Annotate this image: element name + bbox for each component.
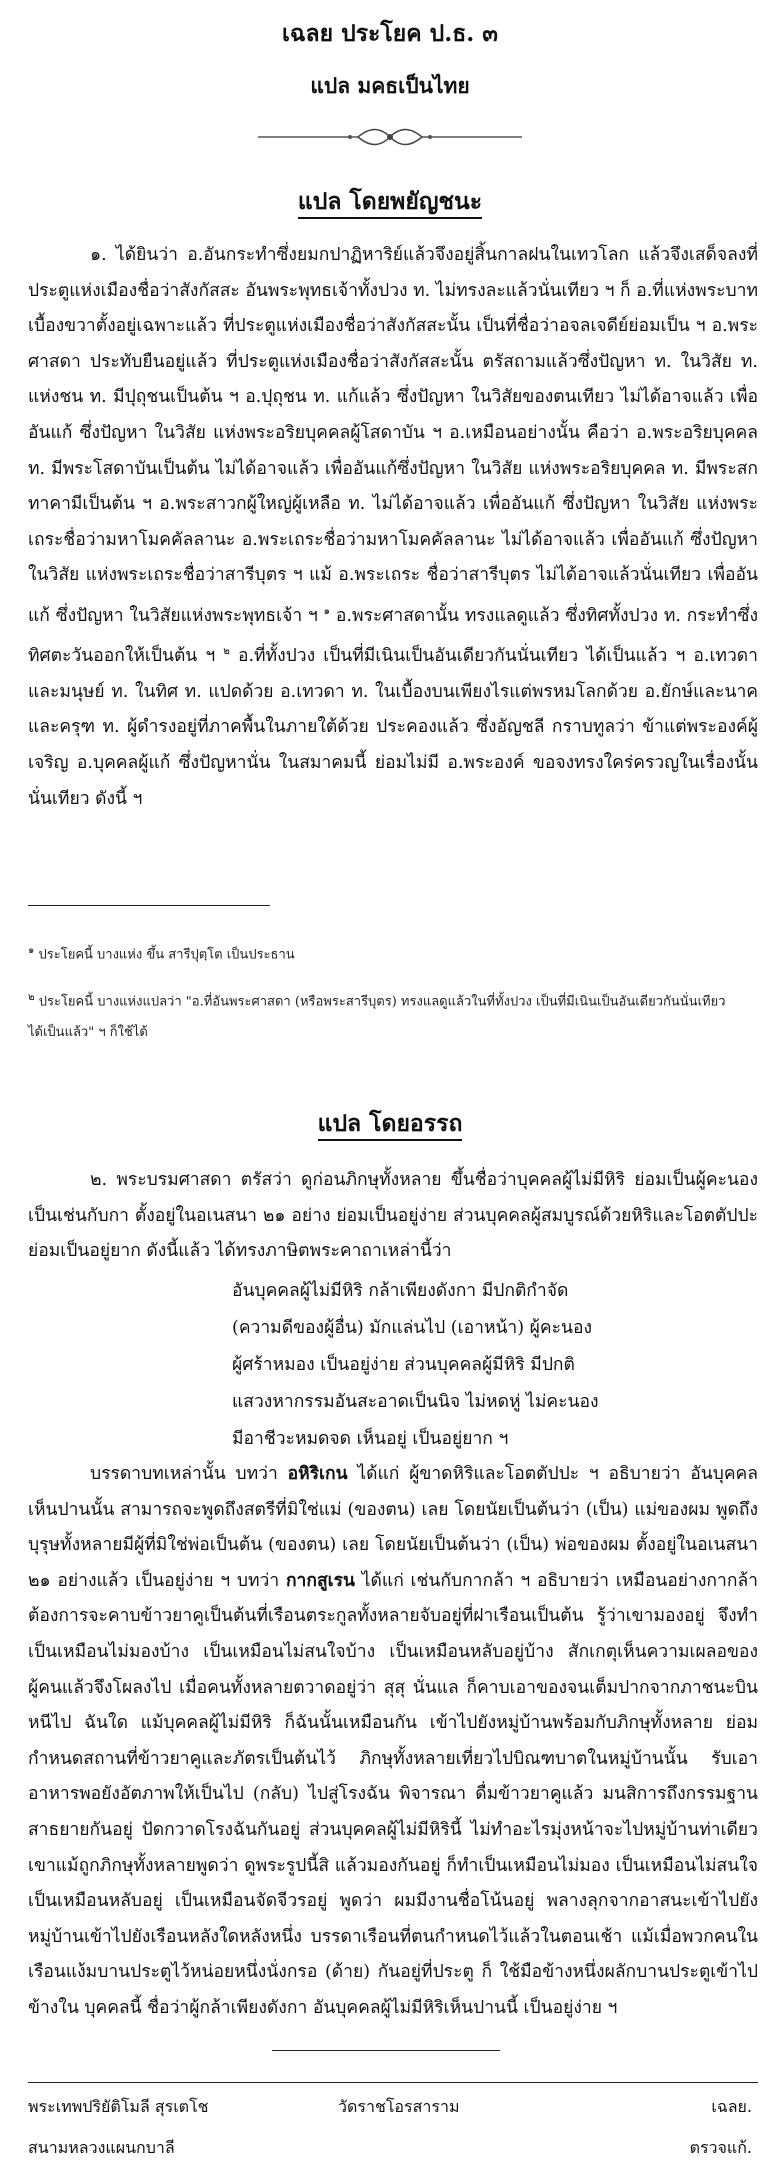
paragraph-text xyxy=(28,238,758,817)
footnote-1 xyxy=(28,938,758,967)
section-heading-text: แปล โดยอรรถ xyxy=(318,1110,463,1141)
paragraph-literal-translation xyxy=(28,238,758,838)
footnote-divider xyxy=(28,905,270,906)
paragraph-text xyxy=(28,1457,758,2027)
verse-line: ผู้ศร้าหมอง เป็นอยู่ง่าย ส่วนบุคคลผู้มีหิริ มีปกติ xyxy=(232,1355,575,1375)
footnote-marker: ๑ xyxy=(323,605,331,617)
paragraph-part: ได้แก่ เช่นกับกากล้า ฯ อธิบายว่า เหมือนอย่างกากล้าต้องการจะคาบข้าวยาคูเป็นต้นที่เรือนตระกูลทั้งหลายจับอยู่ที่ฝาเรือนเป็นต้น รู้ว่าเขามองอยู่ จึงทำเป็นเหมือนไม่มองบ้าง เป็นเหมือนไม่สนใจบ้าง เป็นเหมือนหลับอยู่บ้าง สักเกตุเห็นความเผลอของผู้คนแล้วจึงโผลงไป เมื่อคนทั้งหลายตวาดอยู่ว่า สุสุ นั่นแล ก็คาบเอาของจนเต็มปากจากภาชนะบินหนีไป ฉันใด แม้บุคคลผู้ไม่มีหิริ ก็ฉันนั้นเหมือนกัน เข้าไปยังหมู่บ้านพร้อมกับภิกษุทั้งหลาย ย่อมกำหนดสถานที่ข้าวยาคูและภัตรเป็นต้นไว้ ภิกษุทั้งหลายเที่ยวไปบิณฑบาตในหมู่บ้านนั้น รับเอาอาหารพอยังอัตภาพให้เป็นไป (กลับ) ไปสู่โรงฉัน พิจารณา ดื่มข้าวยาคูแล้ว มนสิการถึงกรรมฐานสาธยายกันอยู่ ปัดกวาดโรงฉันกันอยู่ ส่วนบุคคลผู้ไม่มีหิรินี้ ไม่ทำอะไรมุ่งหน้าจะไปหมู่บ้านท่าเดียว เขาแม้ถูกภิกษุทั้งหลายพูดว่า ดูพระรูปนี้สิ แล้วมองกันอยู่ ก็ทำเป็นเหมือนไม่มอง เป็นเหมือนไม่สนใจ เป็นเหมือนหลับอยู่ เป็นเหมือนจัดจีวรอยู่ พูดว่า ผมมีงานชื่อโน้นอยู่ พลางลุกจากอาสนะเข้าไปยังหมู่บ้านเข้าไปยังเรือนหลังใดหลังหนึ่ง บรรดาเรือนที่ตนกำหนดไว้แล้วในตอนเช้า แม้เมื่อพวกคนในเรือนแง้มบานประตูไว้หน่อยหนึ่งนั่งกรอ (ด้าย) กันอยู่ที่ประตู ก็ ใช้มือข้างหนึ่งผลักบานประตูเข้าไปข้างใน บุคคลนี้ ชื่อว่าผู้กล้าเพียงดังกา อันบุคคลผู้ไม่มีหิริเห็นปานนี้ เป็นอยู่ง่าย ฯ xyxy=(28,1570,758,2018)
footnote-marker: ๑ xyxy=(28,945,35,956)
verse-line: อันบุคคลผู้ไม่มีหิริ กล้าเพียงดังกา มีปกติกำจัด xyxy=(232,1281,569,1301)
footnote-2-continued: ได้เป็นแล้ว" ฯ ก็ใช้ได้ xyxy=(28,1025,148,1040)
footnote-marker: ๒ xyxy=(28,992,35,1003)
footer-author: พระเทพปริยัติโมลี สุรเตโช xyxy=(28,2097,209,2116)
section-heading-meaning xyxy=(0,1106,780,1142)
verse-line: (ความดีของผู้อื่น) มักแล่นไป (เอาหน้า) ผู้คะนอง xyxy=(232,1318,593,1338)
footnote-text: ประโยคนี้ บางแห่งแปลว่า "อ.ที่อันพระศาสดา (หรือพระสารีบุตร) ทรงแลดูแล้วในที่ทั้งปวง เป็นที่มีเนินเป็นอันเดียวกันนั่นเทียว xyxy=(38,994,726,1010)
footnote-text: ประโยคนี้ บางแห่ง ขึ้น สารีปุตฺโต เป็นประธาน xyxy=(38,947,295,963)
term-kakasurena: กากสูเรน xyxy=(285,1570,355,1591)
paragraph-part: บรรดาบทเหล่านั้น บทว่า xyxy=(90,1464,288,1484)
footer-office: สนามหลวงแผนกบาลี xyxy=(28,2138,175,2157)
verse-line: มีอาชีวะหมดจด เห็นอยู่ เป็นอยู่ยาก ฯ xyxy=(232,1429,509,1449)
paragraph-text: ๒. พระบรมศาสดา ตรัสว่า ดูก่อนภิกษุทั้งหลาย ขึ้นชื่อว่าบุคคลผู้ไม่มีหิริ ย่อมเป็นผู้คะนอง เป็นเช่นกับกา ตั้งอยู่ในอเนสนา ๒๑ อย่าง ย่อมเป็นอยู่ง่าย ส่วนบุคคลผู้สมบูรณ์ด้วยหิริและโอตตัปปะ ย่อมเป็นอยู่ยาก ดังนี้แล้ว ได้ทรงภาษิตพระคาถาเหล่านี้ว่า xyxy=(28,1170,758,1262)
paragraph-part: อ.ที่ทั้งปวง เป็นที่มีเนินเป็นอันเดียวกันนั่นเทียว ได้เป็นแล้ว ฯ อ.เทวดาและมนุษย์ ท. ในทิศ ท. แปดด้วย อ.เทวดา ท. ในเบื้องบนเพียงไรแต่พรหมโลกด้วย อ.ยักษ์และนาคและครุฑ ท. ผู้ดำรงอยู่ที่ภาคพื้นในภายใต้ด้วย ประคองแล้ว ซึ่งอัญชลี กราบทูลว่า ข้าแต่พระองค์ผู้เจริญ อ.บุคคลผู้แก้ ซึ่งปัญหานั่น ในสมาคมนี้ ย่อมไม่มี อ.พระองค์ ขอจงทรงใคร่ครวญในเรื่องนั้นนั่นเทียว ดังนี้ ฯ xyxy=(28,646,758,809)
paragraph-meaning-explanation xyxy=(28,1457,758,2027)
verse-block xyxy=(232,1273,752,1458)
document-title: เฉลย ประโยค ป.ธ. ๓ xyxy=(281,20,499,47)
ornament-divider-icon xyxy=(258,124,522,150)
paragraph-part: อ.พระศาสดานั้น ทรงแลดูแล้ว ซึ่งทิศทั้งปวง ท. กระทำซึ่งทิศตะวันออกให้เป็นต้น ฯ xyxy=(28,605,758,667)
footnote-marker: ๒ xyxy=(223,646,230,658)
footnote-2 xyxy=(28,985,758,1014)
verse-line: แสวงหากรรมอันสะอาดเป็นนิจ ไม่หดหู่ ไม่คะนอง xyxy=(232,1392,599,1412)
footer-temple: วัดราชโอรสาราม xyxy=(338,2097,460,2116)
term-ahirikena: อหิริเกน xyxy=(287,1464,348,1484)
paragraph-part: ๑. ได้ยินว่า อ.อันกระทำซึ่งยมกปาฏิหาริย์แล้วจึงอยู่สิ้นกาลฝนในเทวโลก แล้วจึงเสด็จลงที่ประตูแห่งเมืองชื่อว่าสังกัสสะ อันพระพุทธเจ้าทั้งปวง ท. ไม่ทรงละแล้วนั่นเทียว ฯ ก็ อ.ที่แห่งพระบาทเบื้องขวาตั้งอยู่เฉพาะแล้ว ที่ประตูแห่งเมืองชื่อว่าสังกัสสะนั้น เป็นที่ชื่อว่าอจลเจดีย์ย่อมเป็น ฯ อ.พระศาสดา ประทับยืนอยู่แล้ว ที่ประตูแห่งเมืองชื่อว่าสังกัสสะนั้น ตรัสถามแล้วซึ่งปัญหา ท. ในวิสัย ท. แห่งชน ท. มีปุถุชนเป็นต้น ฯ อ.ปุถุชน ท. แก้แล้ว ซึ่งปัญหา ในวิสัยของตนเทียว ไม่ได้อาจแล้ว เพื่ออันแก้ ซึ่งปัญหา ในวิสัย แห่งพระอริยบุคคลผู้โสดาบัน ฯ อ.เหมือนอย่างนั้น คือว่า อ.พระอริยบุคคล ท. มีพระโสดาบันเป็นต้น ไม่ได้อาจแล้ว เพื่ออันแก้ซึ่งปัญหา ในวิสัย แห่งพระอริยบุคคล ท. มีพระสกทาคามีเป็นต้น ฯ อ.พระสาวกผู้ใหญ่ผู้เหลือ ท. ไม่ได้อาจแล้ว เพื่ออันแก้ ซึ่งปัญหา ในวิสัย แห่งพระเถระชื่อว่ามหาโมคคัลลานะ อ.พระเถระชื่อว่ามหาโมคคัลลานะ ไม่ได้อาจแล้ว เพื่ออันแก้ ซึ่งปัญหา ในวิสัย แห่งพระเถระชื่อว่าสารีบุตร ฯ แม้ อ.พระเถระ ชื่อว่าสารีบุตร ไม่ได้อาจแล้วนั่นเทียว เพื่ออันแก้ ซึ่งปัญหา ในวิสัยแห่งพระพุทธเจ้า ฯ xyxy=(28,245,758,626)
end-divider xyxy=(272,2050,500,2051)
footer-divider xyxy=(28,2082,758,2083)
section-heading-text: แปล โดยพยัญชนะ xyxy=(298,188,482,219)
footer-role-answer: เฉลย. xyxy=(711,2097,752,2116)
document-subtitle: แปล มคธเป็นไทย xyxy=(310,73,470,98)
footer-role-review: ตรวจแก้. xyxy=(689,2138,752,2157)
paragraph-meaning-intro xyxy=(28,1163,758,1270)
paragraph-part: ได้แก่ ผู้ขาดหิริและโอตตัปปะ ฯ อธิบายว่า อันบุคคลเห็นปานนั้น สามารถจะพูดถึงสตรีที่มิใช่แม่ (ของตน) เลย โดยนัยเป็นต้นว่า (เป็น) แม่ของผม พูดถึงบุรุษทั้งหลายมีผู้ที่มิใช่พ่อเป็นต้น (ของตน) เลย โดยนัยเป็นต้นว่า (เป็น) พ่อของผม ตั้งอยู่ในอเนสนา ๒๑ อย่างแล้ว เป็นอยู่ง่าย ฯ บทว่า xyxy=(28,1464,758,1591)
section-heading-literal xyxy=(0,184,780,220)
